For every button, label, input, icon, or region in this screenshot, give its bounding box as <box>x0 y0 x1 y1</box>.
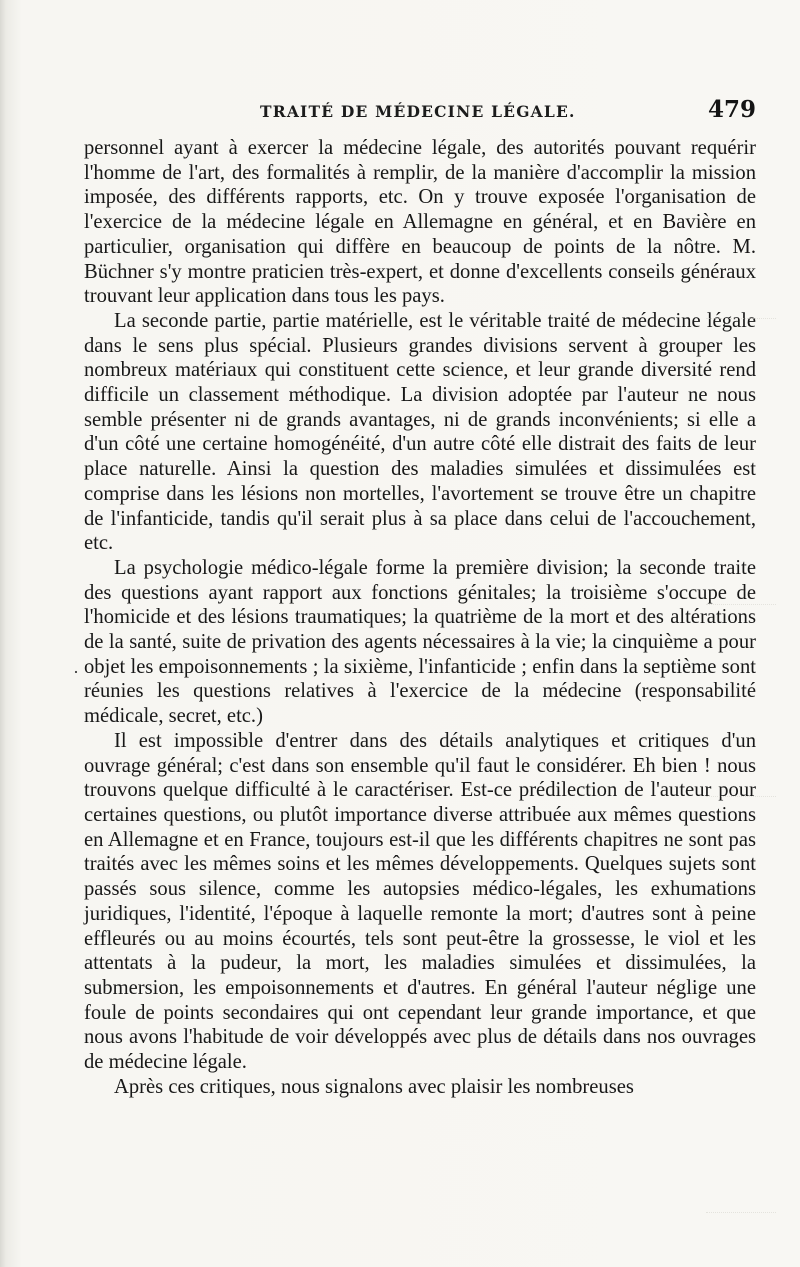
bleed-through-mark <box>706 796 776 809</box>
bleed-through-mark <box>706 318 776 331</box>
paragraph-5: Après ces critiques, nous signalons avec plaisir les nombreuses <box>114 1075 634 1098</box>
running-title: TRAITÉ DE MÉDECINE LÉGALE. <box>260 102 576 121</box>
bleed-through-mark <box>706 1212 776 1225</box>
page-header <box>84 96 756 130</box>
paragraph-2: La seconde partie, partie matérielle, est le véritable traité de médecine légale dans le sens plus spécial. Plusieurs grandes divisions servent à grouper les nombreux matériaux qui constituent cette science, et leur grande diversité rend difficile un classement méthodique. La division adoptée par l'auteur ne nous semble présenter ni de grands avantages, ni de grands inconvénients; si elle a d'un côté une certaine homogénéité, d'un autre côté elle distrait des faits de leur place naturelle. Ainsi la question des maladies simulées et dissimulées est comprise dans les lésions non mortelles, l'avortement se trouve être un chapitre de l'infanticide, tandis qu'il serait plus à sa place dans celui de l'accouchement, etc. <box>84 309 756 555</box>
bleed-through-mark <box>706 604 776 617</box>
body-text <box>84 136 756 1099</box>
paragraph-4: Il est impossible d'entrer dans des détails analytiques et critiques d'un ouvrage général; c'est dans son ensemble qu'il faut le considérer. Eh bien ! nous trouvons quelque difficulté à le caractériser. Est-ce prédilection de l'auteur pour certaines questions, ou plutôt importance diverse attribuée aux mêmes questions en Allemagne et en France, toujours est-il que les différents chapitres ne sont pas traités avec les mêmes soins et les mêmes développements. Quelques sujets sont passés sous silence, comme les autopsies médico-légales, les exhumations juridiques, l'identité, l'époque à laquelle remonte la mort; d'autres sont à peine effleurés ou au moins écourtés, tels sont peut-être la grossesse, le viol et les attentats à la pudeur, la mort, les maladies simulées et dissimulées, la submersion, les empoisonnements et d'autres. En général l'auteur néglige une foule de points secondaires qui ont cependant leur grande importance, et que nous avons l'habitude de voir développés avec plus de détails dans nos ouvrages de médecine légale. <box>84 729 756 1074</box>
paragraph-1: personnel ayant à exercer la médecine légale, des autorités pouvant requérir l'homme de l'art, des formalités à remplir, de la manière d'accomplir la mission imposée, des différents rapports, etc. On y trouve exposée l'organisation de l'exercice de la médecine légale en Allemagne en général, et en Bavière en particulier, organisation qui diffère en beaucoup de points de la nôtre. M. Büchner s'y montre praticien très-expert, et donne d'excellents conseils généraux trouvant leur application dans tous les pays. <box>84 137 756 308</box>
paragraph-3: La psychologie médico-légale forme la première division; la seconde traite des questions ayant rapport aux fonctions génitales; la troisième s'occupe de l'homicide et des lésions traumatiques; la quatrième de la mort et des altérations de la santé, suite de privation des agents nécessaires à la vie; la cinquième a pour objet les empoisonnements ; la sixième, l'infanticide ; enfin dans la septième sont réunies les questions relatives à l'exercice de la médecine (responsabilité médicale, secret, etc.) <box>84 556 756 728</box>
page-number: 479 <box>707 96 756 123</box>
margin-mark: · <box>73 662 79 682</box>
